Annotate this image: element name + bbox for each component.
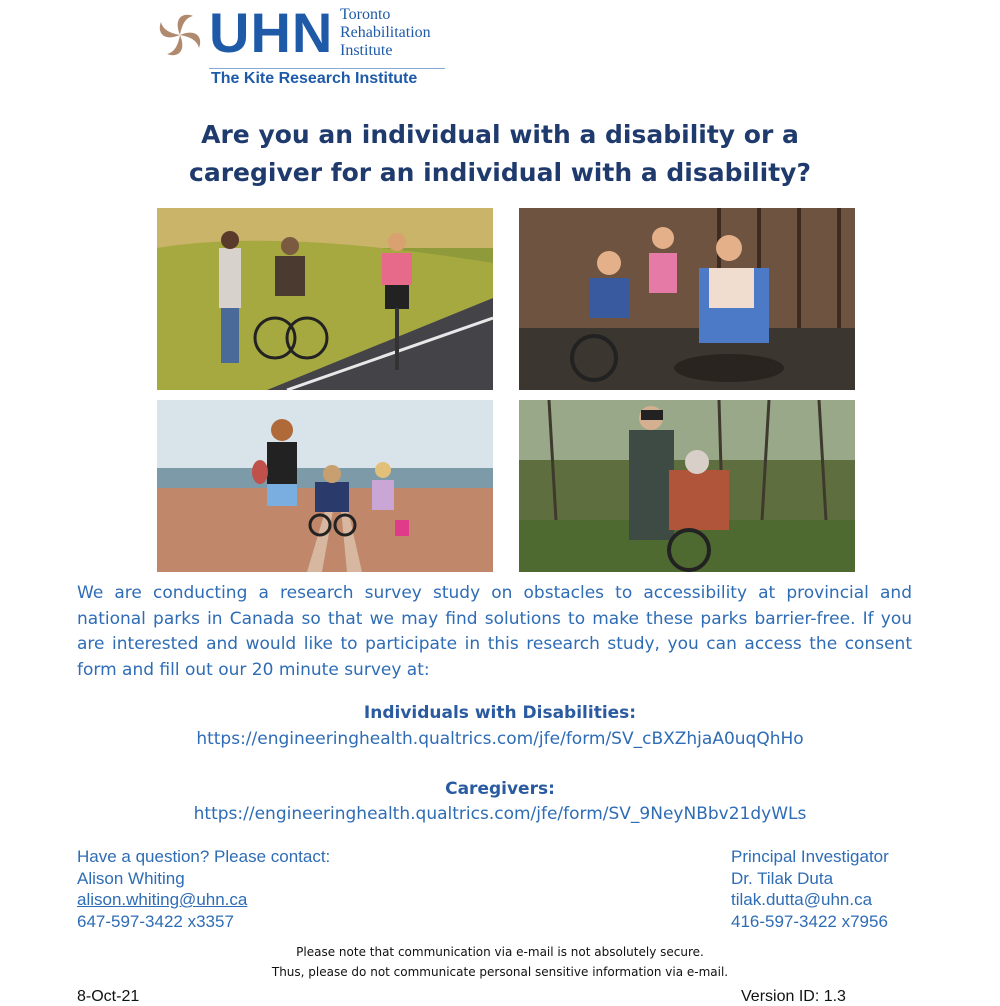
investigator-name: Dr. Tilak Duta — [731, 868, 834, 888]
investigator-email: tilak.dutta@uhn.ca — [731, 890, 873, 909]
logo-divider — [209, 68, 445, 69]
investigator-block — [731, 846, 889, 932]
logo-subtitle: The Kite Research Institute — [211, 70, 418, 87]
security-note-line-1: Please note that communication via e-mail is not absolutely secure. — [296, 945, 704, 959]
people-walking-wheelchair-path-photo — [157, 208, 493, 390]
contact-name: Alison Whiting — [77, 868, 185, 888]
individuals-heading: Individuals with Disabilities: — [363, 703, 637, 723]
caregivers-heading: Caregivers: — [445, 779, 555, 799]
headline-line-2: caregiver for an individual with a disability? — [189, 158, 811, 187]
headline-line-1: Are you an individual with a disability or a — [201, 120, 799, 149]
caregivers-survey-link[interactable]: https://engineeringhealth.qualtrics.com/jfe/form/SV_9NeyNBbv21dyWLs — [193, 804, 807, 824]
logo-brand: UHN — [209, 1, 334, 64]
footer-version: Version ID: 1.3 — [741, 988, 846, 1005]
security-note — [0, 942, 1000, 982]
logo-institute-line: Rehabilitation — [340, 24, 431, 41]
logo-institute-line: Toronto — [340, 6, 391, 23]
uhn-logo — [155, 1, 455, 94]
headline — [0, 116, 1000, 192]
investigator-title: Principal Investigator — [731, 847, 889, 866]
investigator-phone: 416-597-3422 x7956 — [731, 911, 888, 931]
footer-date: 8-Oct-21 — [77, 988, 140, 1005]
contact-phone: 647-597-3422 x3357 — [77, 911, 234, 931]
family-beach-wheelchair-photo — [157, 400, 493, 572]
contact-email-link[interactable]: alison.whiting@uhn.ca — [77, 890, 248, 909]
contact-prompt: Have a question? Please contact: — [77, 847, 331, 866]
security-note-line-2: Thus, please do not communicate personal sensitive information via e-mail. — [271, 965, 729, 979]
intro-paragraph: We are conducting a research survey study on obstacles to accessibility at provincial and national parks in Canada so that we may find solutions to make these parks barrier-free. If you are interested and would like to participate in this research study, you can access the consent form and fill out our 20 minute survey at: — [77, 583, 912, 680]
logo-institute-line: Institute — [340, 42, 393, 59]
logo-institute — [340, 6, 431, 60]
individuals-survey-link[interactable]: https://engineeringhealth.qualtrics.com/jfe/form/SV_cBXZhjaA0uqQhHo — [196, 729, 804, 749]
family-wheelchair-porch-photo — [519, 208, 855, 390]
birdwatching-forest-photo — [519, 400, 855, 572]
contact-block — [77, 846, 330, 932]
pinwheel-icon — [155, 10, 205, 60]
